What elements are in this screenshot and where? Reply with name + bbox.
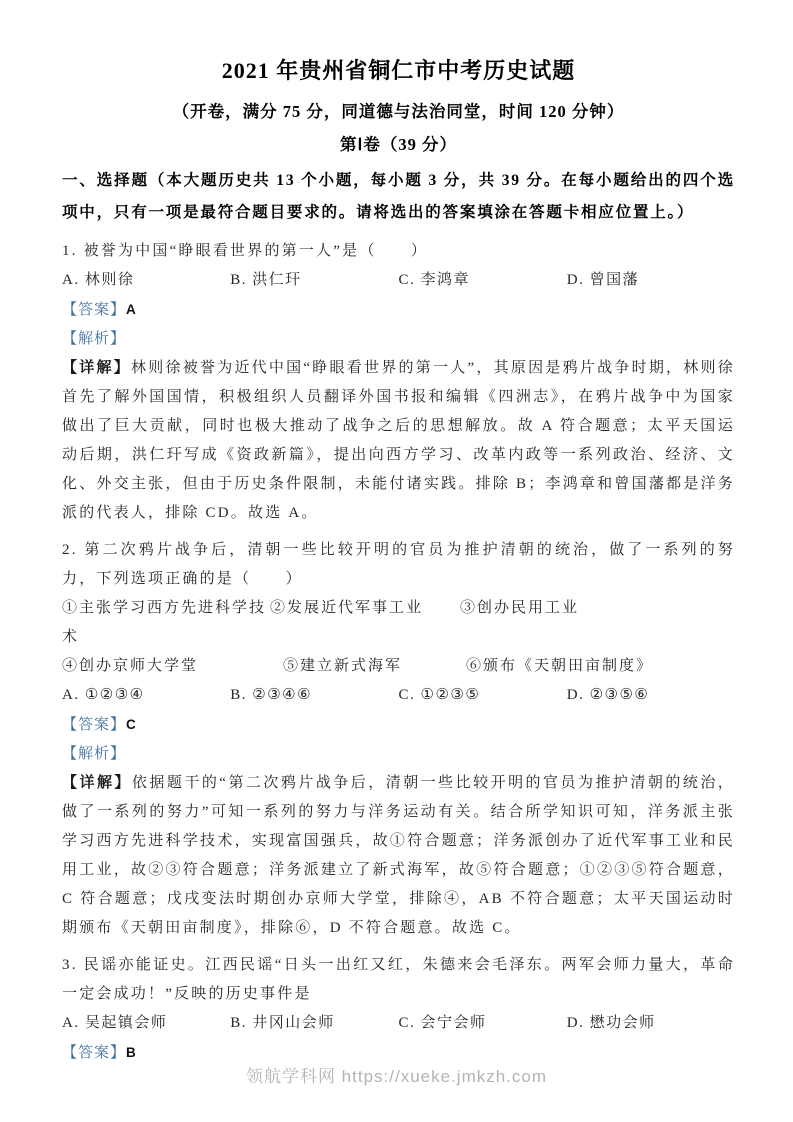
question-3-option-d: D. 懋功会师 <box>566 1015 656 1031</box>
subitem-3: ③创办民用工业 <box>460 600 580 616</box>
question-2-stem: 2. 第二次鸦片战争后，清朝一些比较开明的官员为推护清朝的统治，做了一系列的努力，下列选项正确的是（ ） <box>62 542 735 587</box>
question-3-answer-value: B <box>126 1045 136 1060</box>
detail-label: 【详解】 <box>62 360 131 376</box>
page-title: 2021 年贵州省铜仁市中考历史试题 <box>221 58 576 83</box>
subitem-5: ⑤建立新式海军 <box>283 658 403 674</box>
question-1-option-a: A. 林则徐 <box>62 272 135 288</box>
subitem-4: ④创办京师大学堂 <box>62 658 199 674</box>
question-3-options <box>62 1009 735 1038</box>
detail-label: 【详解】 <box>62 775 132 791</box>
question-2-detail-text: 依据题干的“第二次鸦片战争后，清朝一些比较开明的官员为推护清朝的统治，做了一系列的努力”可知一系列的努力与洋务运动有关。结合所学知识可知，洋务派主张学习西方先进科学技术，实现富国强兵，故①符合题意；洋务派创办了近代军事工业和民用工业，故②③符合题意；洋务派建立了新式海军，故⑤符合题意；①②③⑤符合题意，C 符合题意；戊戌变法时期创办京师大学堂，排除④，AB 不符合题意；太平天国运动时期颁布《天朝田亩制度》，排除⑥，D 不符合题意。故选 C。 <box>62 775 735 936</box>
volume-heading: 第Ⅰ卷（39 分） <box>340 135 457 154</box>
question-1-option-b: B. 洪仁玕 <box>230 272 302 288</box>
question-1-detail <box>62 354 735 528</box>
subitem-1: ①主张学习西方先进科学技术 <box>62 600 267 645</box>
question-3 <box>62 951 735 1068</box>
question-3-option-c: C. 会宁会师 <box>398 1015 487 1031</box>
question-2-option-d: D. ②③⑤⑥ <box>566 687 650 703</box>
question-2-answer-value: C <box>126 717 136 732</box>
question-2-subitems-row-2 <box>62 652 735 681</box>
section-intro: 一、选择题（本大题历史共 13 个小题，每小题 3 分，共 39 分。在每小题给出的四个选项中，只有一项是最符合题目要求的。请将选出的答案填涂在答题卡相应位置上。） <box>62 172 735 221</box>
question-2-option-c: C. ①②③⑤ <box>398 687 481 703</box>
question-3-stem: 3. 民谣亦能证史。江西民谣“日头一出红又红，朱德来会毛泽东。两军会师力量大，革命一定会成功！”反映的历史事件是 <box>62 957 735 1002</box>
question-1-detail-text: 林则徐被誉为近代中国“睁眼看世界的第一人”，其原因是鸦片战争时期，林则徐首先了解外国国情，积极组织人员翻译外国书报和编辑《四洲志》，在鸦片战争中为国家做出了巨大贡献，同时也极大推动了战争之后的思想解放。故 A 符合题意；太平天国运动后期，洪仁玕写成《资政新篇》，提出向西方学习、改革内政等一系列政治、经济、文化、外交主张，但由于历史条件限制，未能付诸实践。排除 B；李鸿章和曾国藩都是洋务派的代表人，排除 CD。故选 A。 <box>62 360 735 521</box>
question-2-option-a: A. ①②③④ <box>62 687 145 703</box>
subitem-6: ⑥颁布《天朝田亩制度》 <box>466 658 654 674</box>
question-2-subitems-row-1 <box>62 594 735 652</box>
question-1-answer-line <box>62 295 735 325</box>
question-2-analysis-line <box>62 740 735 769</box>
question-3-option-a: A. 吴起镇会师 <box>62 1015 168 1031</box>
question-1-options <box>62 266 735 295</box>
answer-label: 【答案】 <box>62 302 127 318</box>
question-1-analysis-line <box>62 325 735 354</box>
analysis-label: 【解析】 <box>62 746 127 762</box>
question-2-answer-line <box>62 710 735 740</box>
question-2 <box>62 536 735 943</box>
answer-label: 【答案】 <box>62 1045 127 1061</box>
question-1 <box>62 237 735 528</box>
watermark: 领航学科网 https://xueke.jmkzh.com <box>245 1067 548 1086</box>
question-2-detail <box>62 769 735 943</box>
exam-conditions: （开卷，满分 75 分，同道德与法治同堂，时间 120 分钟） <box>172 102 625 121</box>
question-2-options <box>62 681 735 710</box>
question-1-stem: 1. 被誉为中国“睁眼看世界的第一人”是（ ） <box>62 243 429 259</box>
question-1-option-d: D. 曾国藩 <box>566 272 640 288</box>
analysis-label: 【解析】 <box>62 331 127 347</box>
answer-label: 【答案】 <box>62 717 127 733</box>
question-1-answer-value: A <box>126 302 136 317</box>
question-3-option-b: B. 井冈山会师 <box>230 1015 335 1031</box>
question-2-option-b: B. ②③④⑥ <box>230 687 313 703</box>
question-1-option-c: C. 李鸿章 <box>398 272 471 288</box>
subitem-2: ②发展近代军事工业 <box>270 600 424 616</box>
